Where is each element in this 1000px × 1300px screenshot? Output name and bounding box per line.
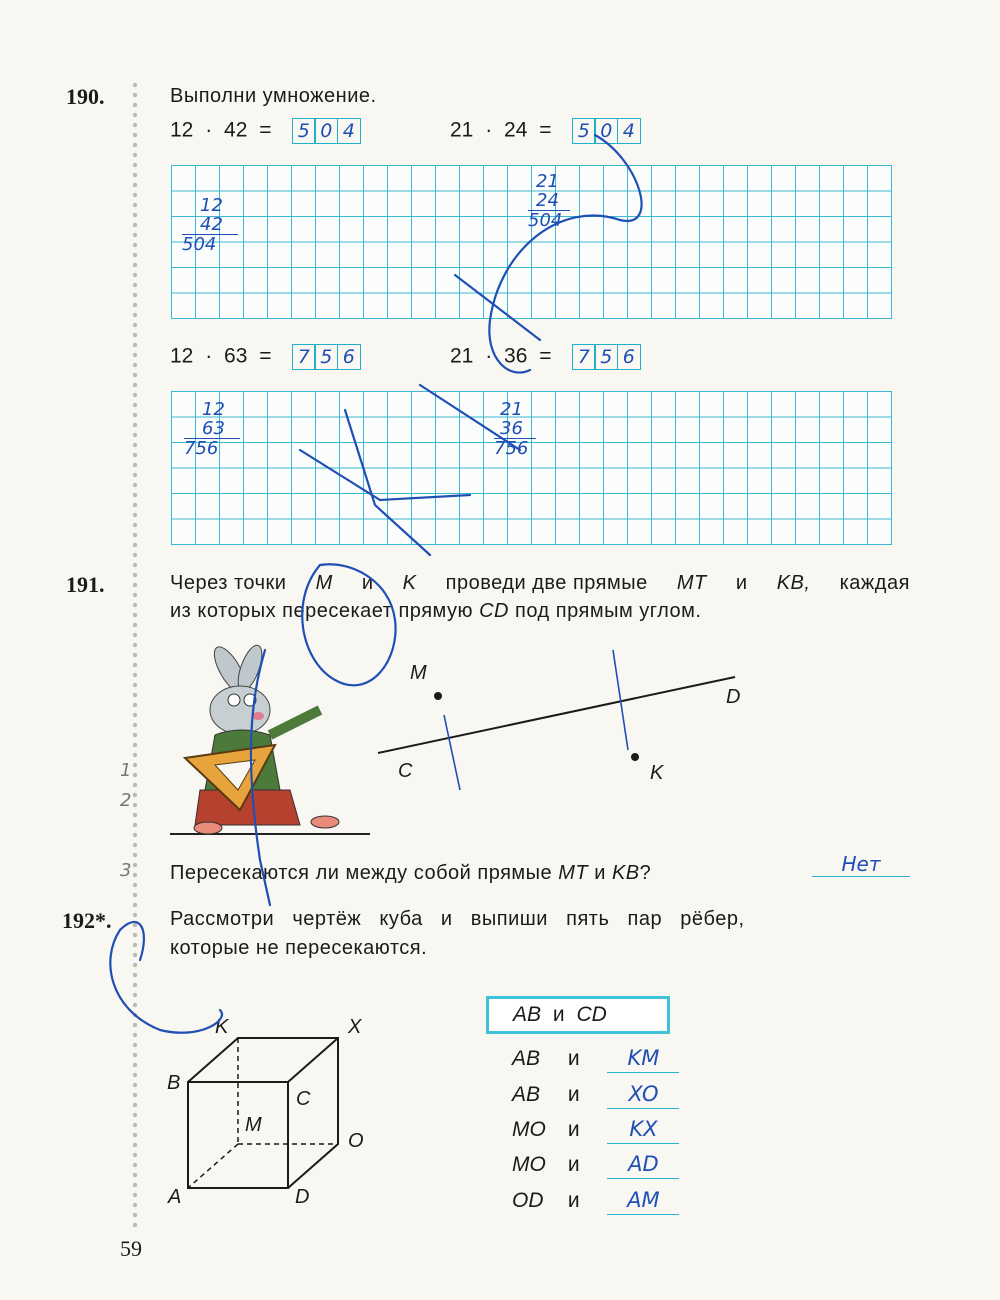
line-name: MT	[558, 862, 589, 884]
answer-digit: 5	[292, 118, 316, 144]
work-line: 504	[182, 234, 217, 255]
equation-expression: 12 · 42 =	[170, 118, 272, 142]
equation-expression: 12 · 63 =	[170, 344, 272, 368]
vertex-label-c: C	[296, 1088, 311, 1110]
pair-answer-field[interactable]: KX	[607, 1117, 679, 1144]
exercise-192-line2: которые не пересекаются.	[170, 937, 428, 959]
exercise-191-question	[170, 862, 651, 885]
work-line: 24	[528, 191, 570, 211]
point-label-c: C	[398, 760, 413, 782]
exercise-192-number: 192*.	[62, 908, 112, 933]
equation-21x36	[450, 344, 641, 370]
text: из которых пересекает прямую	[170, 600, 474, 622]
exercise-190-instruction: Выполни умножение.	[170, 85, 377, 107]
equation-12x42	[170, 118, 361, 144]
work-line: 63	[184, 419, 240, 439]
edge-name: OD	[512, 1189, 544, 1212]
answer-box[interactable]	[573, 344, 641, 370]
rabbit-illustration	[160, 640, 380, 840]
work-line: 21	[500, 399, 523, 420]
text: и	[735, 572, 748, 594]
text: проведи две прямые	[445, 572, 648, 594]
answer-digit: 7	[292, 344, 316, 370]
conj: и	[567, 1118, 580, 1141]
equation-expression: 21 · 36 =	[450, 344, 552, 368]
answer-digit: 5	[314, 344, 338, 370]
work-line: 21	[536, 171, 559, 192]
vertex-label-d: D	[295, 1186, 310, 1208]
exercise-190-number: 190.	[66, 84, 105, 109]
line-name: CD	[479, 600, 509, 622]
answer-digit: 0	[314, 118, 338, 144]
exercise-192-line1: Рассмотри чертёж куба и выпиши пять пар рёбер,	[170, 908, 745, 930]
answer-box[interactable]	[293, 344, 361, 370]
vertex-label-o: O	[348, 1130, 364, 1152]
work-line: 12	[200, 195, 223, 216]
text: и	[594, 862, 606, 884]
edge-name: MO	[512, 1153, 546, 1176]
margin-number-2: 2	[120, 790, 132, 811]
conj: и	[567, 1047, 580, 1070]
vertex-label-b: B	[167, 1072, 181, 1094]
answer-digit: 4	[337, 118, 361, 144]
point-label-d: D	[726, 686, 741, 708]
point-name: M	[315, 572, 333, 594]
pair-row-4	[512, 1152, 679, 1179]
exercise-191-line2	[170, 600, 701, 623]
answer-text: Нет	[841, 852, 881, 876]
exercise-191-number: 191.	[66, 572, 105, 597]
answer-box[interactable]	[293, 118, 361, 144]
conj: и	[567, 1189, 580, 1212]
answer-field-191[interactable]	[812, 852, 910, 877]
exercise-191-line1	[170, 572, 910, 595]
page-number: 59	[120, 1236, 142, 1261]
column-work-21x36	[494, 400, 536, 458]
answer-box[interactable]	[573, 118, 641, 144]
pair-row-5	[512, 1188, 679, 1215]
pair-answer-field[interactable]: AD	[607, 1152, 679, 1179]
pair-row-3	[512, 1117, 679, 1144]
pair-answer-field[interactable]: AM	[607, 1188, 679, 1215]
work-line: 756	[184, 438, 219, 459]
edge-name: AB	[512, 1047, 541, 1070]
edge-name: MO	[512, 1118, 546, 1141]
answer-digit: 5	[572, 118, 596, 144]
answer-digit: 4	[617, 118, 641, 144]
conj: и	[567, 1083, 580, 1106]
equation-21x24	[450, 118, 641, 144]
text: и	[361, 572, 374, 594]
margin-number-1: 1	[120, 760, 132, 781]
edge-name: AB	[513, 1003, 542, 1026]
equation-expression: 21 · 24 =	[450, 118, 552, 142]
pair-row-2	[512, 1082, 679, 1109]
margin-number-3: 3	[120, 860, 132, 881]
line-name: MT	[676, 572, 707, 594]
vertex-label-k: K	[215, 1016, 229, 1038]
answer-digit: 6	[617, 344, 641, 370]
answer-digit: 7	[572, 344, 596, 370]
lines-diagram	[370, 640, 770, 790]
vertex-label-a: A	[168, 1186, 182, 1208]
vertex-label-m: M	[245, 1114, 262, 1136]
line-name: KB,	[776, 572, 811, 594]
margin-dots	[132, 80, 138, 1230]
work-line: 42	[182, 215, 238, 235]
vertex-label-x: X	[348, 1016, 362, 1038]
point-name: K	[402, 572, 417, 594]
column-work-21x24	[528, 172, 570, 230]
conj: и	[552, 1003, 565, 1026]
work-line: 36	[494, 419, 536, 439]
column-work-12x42	[182, 196, 238, 254]
work-line: 12	[202, 399, 225, 420]
cube-drawing	[170, 1020, 380, 1200]
column-work-12x63	[184, 400, 240, 458]
edge-name: AB	[512, 1083, 541, 1106]
answer-digit: 5	[594, 344, 618, 370]
text: каждая	[839, 572, 910, 594]
example-pair-box	[486, 996, 670, 1034]
line-name: KB	[611, 862, 640, 884]
pair-answer-field[interactable]: KM	[607, 1046, 679, 1073]
pair-row-1	[512, 1046, 679, 1073]
point-label-k: K	[650, 762, 664, 784]
edge-name: CD	[576, 1003, 607, 1026]
work-line: 504	[528, 210, 563, 231]
text: под прямым углом.	[515, 600, 702, 622]
text: ?	[639, 862, 652, 884]
work-line: 756	[494, 438, 529, 459]
conj: и	[567, 1153, 580, 1176]
point-label-m: M	[410, 662, 427, 684]
answer-digit: 6	[337, 344, 361, 370]
answer-digit: 0	[594, 118, 618, 144]
text: Через точки	[170, 572, 287, 594]
pair-answer-field[interactable]: XO	[607, 1082, 679, 1109]
equation-12x63	[170, 344, 361, 370]
text: Пересекаются ли между собой прямые	[170, 862, 553, 884]
